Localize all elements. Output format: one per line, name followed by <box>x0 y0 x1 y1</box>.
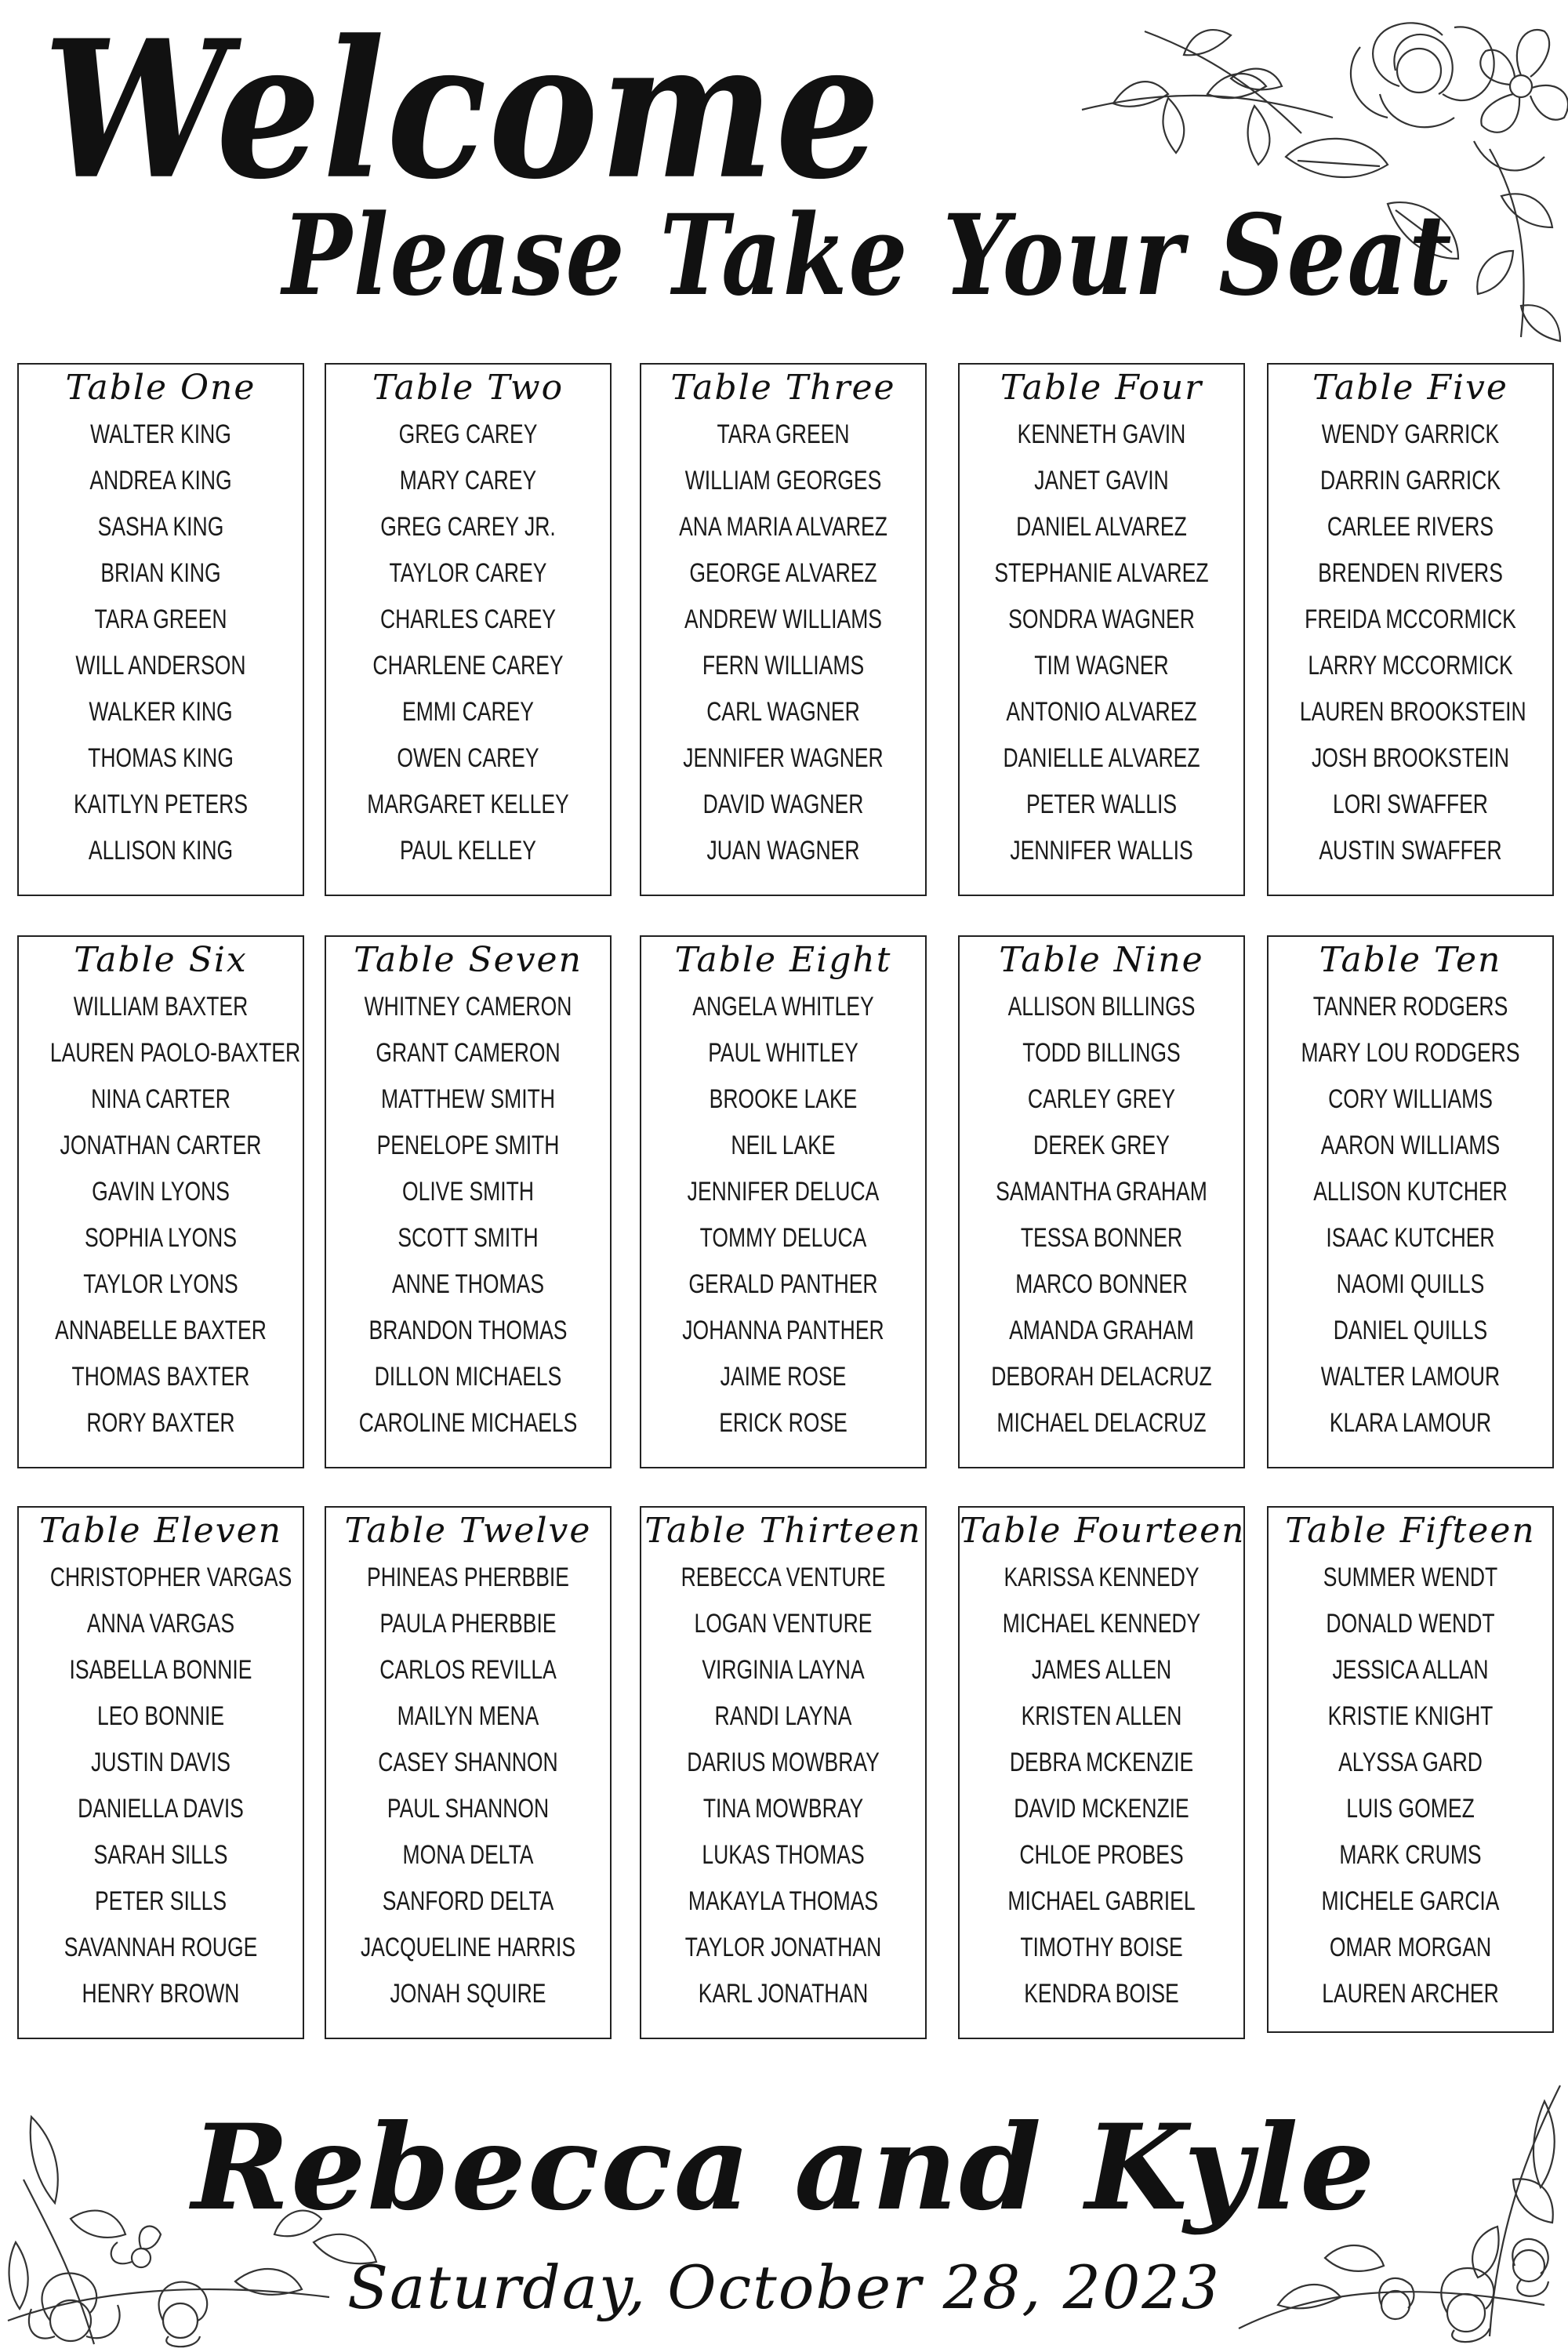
table-card-four <box>958 363 1245 896</box>
guest-name: GERALD PANTHER <box>688 1269 878 1299</box>
table-name: Table Four <box>1000 368 1203 408</box>
guest-name: NINA CARTER <box>91 1084 230 1114</box>
guest-list <box>326 984 610 1446</box>
guest-list <box>19 412 303 874</box>
guest-list <box>641 984 925 1446</box>
guest-name: STEPHANIE ALVAREZ <box>994 558 1209 588</box>
guest-name: MARY LOU RODGERS <box>1301 1038 1520 1068</box>
guest-list <box>1269 1555 1552 2017</box>
table-name: Table Seven <box>354 940 583 980</box>
guest-name: NAOMI QUILLS <box>1336 1269 1485 1299</box>
guest-name: GRANT CAMERON <box>376 1038 561 1068</box>
guest-name: SOPHIA LYONS <box>84 1223 238 1253</box>
guest-name: DAVID MCKENZIE <box>1014 1794 1189 1824</box>
guest-name: KRISTEN ALLEN <box>1021 1701 1182 1731</box>
guest-name: NEIL LAKE <box>731 1131 836 1160</box>
table-name: Table Fourteen <box>960 1511 1246 1551</box>
guest-name: ANNA VARGAS <box>86 1609 235 1639</box>
guest-name: ANGELA WHITLEY <box>692 992 874 1022</box>
guest-name: CAROLINE MICHAELS <box>358 1408 578 1438</box>
guest-name: PETER WALLIS <box>1025 789 1178 819</box>
table-name: Table Twelve <box>344 1511 592 1551</box>
table-name: Table Eleven <box>39 1511 282 1551</box>
table-card-thirteen <box>640 1506 927 2039</box>
table-card-twelve <box>325 1506 612 2039</box>
event-date: Saturday, October 28, 2023 <box>347 2252 1221 2322</box>
guest-name: THOMAS KING <box>88 743 234 773</box>
guest-name: MARGARET KELLEY <box>367 789 569 819</box>
guest-name: KLARA LAMOUR <box>1329 1408 1492 1438</box>
guest-name: JUSTIN DAVIS <box>91 1748 230 1777</box>
guest-name: DILLON MICHAELS <box>374 1362 562 1392</box>
guest-name: TAYLOR JONATHAN <box>684 1933 882 1962</box>
guest-name: ANTONIO ALVAREZ <box>1006 697 1197 727</box>
guest-name: FREIDA MCCORMICK <box>1305 604 1516 634</box>
guest-name: JANET GAVIN <box>1034 466 1169 495</box>
guest-name: JONAH SQUIRE <box>390 1979 546 2009</box>
guest-name: OMAR MORGAN <box>1329 1933 1492 1962</box>
guest-name: REBECCA VENTURE <box>681 1563 886 1592</box>
guest-name: DANIELLA DAVIS <box>78 1794 244 1824</box>
guest-name: GREG CAREY JR. <box>380 512 556 542</box>
guest-name: DEBRA MCKENZIE <box>1009 1748 1194 1777</box>
guest-name: MATTHEW SMITH <box>381 1084 555 1114</box>
guest-name: ALLISON BILLINGS <box>1007 992 1196 1022</box>
guest-name: TIM WAGNER <box>1034 651 1169 681</box>
guest-name: MICHAEL DELACRUZ <box>996 1408 1207 1438</box>
guest-name: ANNABELLE BAXTER <box>55 1316 267 1345</box>
guest-name: DAVID WAGNER <box>702 789 864 819</box>
guest-name: LARRY MCCORMICK <box>1308 651 1513 681</box>
guest-name: LUIS GOMEZ <box>1346 1794 1475 1824</box>
guest-name: MAILYN MENA <box>397 1701 539 1731</box>
guest-name: AMANDA GRAHAM <box>1009 1316 1194 1345</box>
guest-name: KENDRA BOISE <box>1024 1979 1179 2009</box>
guest-name: MAKAYLA THOMAS <box>688 1886 879 1916</box>
table-card-fourteen <box>958 1506 1245 2039</box>
guest-name: ISABELLA BONNIE <box>69 1655 252 1685</box>
guest-name: TINA MOWBRAY <box>702 1794 864 1824</box>
table-name: Table Eight <box>674 940 892 980</box>
guest-name: JAMES ALLEN <box>1031 1655 1172 1685</box>
guest-name: ANDREW WILLIAMS <box>684 604 882 634</box>
guest-name: ANA MARIA ALVAREZ <box>679 512 887 542</box>
guest-name: GAVIN LYONS <box>92 1177 230 1207</box>
guest-name: JOHANNA PANTHER <box>682 1316 884 1345</box>
guest-name: CHARLENE CAREY <box>372 651 564 681</box>
table-name: Table Two <box>372 368 564 408</box>
guest-name: SUMMER WENDT <box>1323 1563 1498 1592</box>
guest-list <box>1269 412 1552 874</box>
table-name: Table Five <box>1312 368 1508 408</box>
guest-name: TIMOTHY BOISE <box>1020 1933 1183 1962</box>
guest-name: GREG CAREY <box>398 419 538 449</box>
table-card-nine <box>958 935 1245 1468</box>
guest-name: KARISSA KENNEDY <box>1004 1563 1200 1592</box>
guest-name: WALKER KING <box>89 697 233 727</box>
table-card-ten <box>1267 935 1554 1468</box>
guest-name: MARY CAREY <box>399 466 537 495</box>
table-card-two <box>325 363 612 896</box>
table-card-eight <box>640 935 927 1468</box>
guest-name: SARAH SILLS <box>93 1840 228 1870</box>
table-name: Table Thirteen <box>644 1511 922 1551</box>
guest-name: VIRGINIA LAYNA <box>702 1655 865 1685</box>
guest-name: TAYLOR LYONS <box>83 1269 238 1299</box>
guest-name: JENNIFER WALLIS <box>1010 836 1193 866</box>
guest-name: DANIEL QUILLS <box>1333 1316 1488 1345</box>
guest-name: CHRISTOPHER VARGAS <box>49 1563 292 1592</box>
guest-name: LEO BONNIE <box>96 1701 225 1731</box>
guest-list <box>326 412 610 874</box>
guest-name: SAMANTHA GRAHAM <box>996 1177 1207 1207</box>
guest-name: CARL WAGNER <box>706 697 860 727</box>
guest-name: DEBORAH DELACRUZ <box>991 1362 1212 1392</box>
guest-name: WILL ANDERSON <box>75 651 246 681</box>
guest-name: TANNER RODGERS <box>1312 992 1508 1022</box>
guest-name: PAULA PHERBBIE <box>379 1609 557 1639</box>
guest-name: TODD BILLINGS <box>1022 1038 1181 1068</box>
table-card-seven <box>325 935 612 1468</box>
guest-name: WALTER LAMOUR <box>1320 1362 1501 1392</box>
guest-name: AUSTIN SWAFFER <box>1319 836 1502 866</box>
guest-name: TOMMY DELUCA <box>699 1223 867 1253</box>
guest-name: CARLOS REVILLA <box>379 1655 557 1685</box>
guest-name: KENNETH GAVIN <box>1017 419 1186 449</box>
guest-name: OWEN CAREY <box>397 743 539 773</box>
table-card-fifteen <box>1267 1506 1554 2033</box>
guest-name: MONA DELTA <box>402 1840 534 1870</box>
guest-name: KARL JONATHAN <box>698 1979 869 2009</box>
table-card-five <box>1267 363 1554 896</box>
guest-name: LORI SWAFFER <box>1333 789 1488 819</box>
guest-list <box>641 1555 925 2017</box>
guest-name: JOSH BROOKSTEIN <box>1312 743 1509 773</box>
guest-name: PENELOPE SMITH <box>376 1131 560 1160</box>
guest-name: KRISTIE KNIGHT <box>1327 1701 1494 1731</box>
guest-list <box>19 984 303 1446</box>
guest-name: MICHAEL GABRIEL <box>1007 1886 1196 1916</box>
guest-name: TARA GREEN <box>717 419 850 449</box>
table-name: Table Three <box>670 368 896 408</box>
guest-name: CORY WILLIAMS <box>1328 1084 1493 1114</box>
guest-name: JAIME ROSE <box>720 1362 847 1392</box>
guest-name: EMMI CAREY <box>402 697 534 727</box>
guest-name: JENNIFER DELUCA <box>687 1177 880 1207</box>
guest-name: MICHELE GARCIA <box>1321 1886 1500 1916</box>
table-card-three <box>640 363 927 896</box>
table-card-eleven <box>17 1506 304 2039</box>
guest-name: CARLEE RIVERS <box>1327 512 1494 542</box>
guest-name: DEREK GREY <box>1033 1131 1170 1160</box>
couple-names: Rebecca and Kyle <box>191 2099 1377 2237</box>
guest-name: PETER SILLS <box>94 1886 227 1916</box>
guest-name: WILLIAM GEORGES <box>684 466 882 495</box>
guest-name: CASEY SHANNON <box>378 1748 558 1777</box>
guest-name: SAVANNAH ROUGE <box>64 1933 258 1962</box>
table-name: Table Fifteen <box>1285 1511 1536 1551</box>
guest-name: DONALD WENDT <box>1326 1609 1495 1639</box>
guest-name: WALTER KING <box>90 419 231 449</box>
guest-name: BRENDEN RIVERS <box>1318 558 1503 588</box>
guest-name: MARK CRUMS <box>1339 1840 1482 1870</box>
guest-name: BRIAN KING <box>100 558 221 588</box>
guest-name: LOGAN VENTURE <box>694 1609 873 1639</box>
table-card-six <box>17 935 304 1468</box>
guest-name: JONATHAN CARTER <box>60 1131 262 1160</box>
guest-name: RORY BAXTER <box>86 1408 235 1438</box>
guest-name: LUKAS THOMAS <box>702 1840 865 1870</box>
guest-name: THOMAS BAXTER <box>71 1362 250 1392</box>
guest-name: CHLOE PROBES <box>1019 1840 1184 1870</box>
guest-name: ALLISON KING <box>88 836 234 866</box>
guest-name: LAUREN ARCHER <box>1322 1979 1499 2009</box>
guest-name: PHINEAS PHERBBIE <box>367 1563 569 1592</box>
table-name: Table Nine <box>999 940 1204 980</box>
guest-name: MARCO BONNER <box>1015 1269 1188 1299</box>
guest-name: LAUREN BROOKSTEIN <box>1299 697 1526 727</box>
guest-list <box>1269 984 1552 1446</box>
welcome-heading: Welcome <box>43 0 882 222</box>
guest-name: JENNIFER WAGNER <box>683 743 884 773</box>
guest-name: ANNE THOMAS <box>391 1269 545 1299</box>
table-name: Table Six <box>74 940 248 980</box>
guest-name: OLIVE SMITH <box>402 1177 534 1207</box>
guest-name: WILLIAM BAXTER <box>73 992 249 1022</box>
guest-name: MICHAEL KENNEDY <box>1002 1609 1201 1639</box>
guest-name: SONDRA WAGNER <box>1008 604 1195 634</box>
seating-subtitle: Please Take Your Seat <box>282 189 1454 321</box>
guest-name: BRANDON THOMAS <box>368 1316 568 1345</box>
guest-list <box>641 412 925 874</box>
guest-name: SASHA KING <box>97 512 224 542</box>
guest-name: DANIEL ALVAREZ <box>1016 512 1187 542</box>
guest-name: JESSICA ALLAN <box>1332 1655 1489 1685</box>
guest-list <box>960 984 1243 1446</box>
guest-name: JACQUELINE HARRIS <box>360 1933 576 1962</box>
guest-name: WHITNEY CAMERON <box>364 992 572 1022</box>
guest-name: PAUL WHITLEY <box>708 1038 858 1068</box>
guest-name: ERICK ROSE <box>719 1408 848 1438</box>
guest-name: TAYLOR CAREY <box>389 558 547 588</box>
guest-name: ISAAC KUTCHER <box>1326 1223 1495 1253</box>
guest-name: ALYSSA GARD <box>1338 1748 1483 1777</box>
table-card-one <box>17 363 304 896</box>
guest-name: AARON WILLIAMS <box>1320 1131 1501 1160</box>
guest-name: SANFORD DELTA <box>382 1886 554 1916</box>
guest-name: ANDREA KING <box>89 466 232 495</box>
guest-list <box>960 412 1243 874</box>
guest-list <box>326 1555 610 2017</box>
guest-list <box>960 1555 1243 2017</box>
guest-name: TESSA BONNER <box>1020 1223 1183 1253</box>
guest-name: BROOKE LAKE <box>709 1084 858 1114</box>
guest-name: CHARLES CAREY <box>379 604 557 634</box>
guest-name: TARA GREEN <box>94 604 227 634</box>
guest-name: SCOTT SMITH <box>397 1223 539 1253</box>
table-name: Table One <box>65 368 256 408</box>
guest-name: CARLEY GREY <box>1027 1084 1176 1114</box>
guest-name: GEORGE ALVAREZ <box>689 558 877 588</box>
guest-name: ALLISON KUTCHER <box>1313 1177 1508 1207</box>
guest-name: WENDY GARRICK <box>1321 419 1500 449</box>
guest-name: RANDI LAYNA <box>714 1701 852 1731</box>
guest-name: PAUL SHANNON <box>387 1794 550 1824</box>
guest-name: DANIELLE ALVAREZ <box>1003 743 1200 773</box>
guest-name: JUAN WAGNER <box>706 836 860 866</box>
guest-name: FERN WILLIAMS <box>702 651 865 681</box>
guest-list <box>19 1555 303 2017</box>
guest-name: LAUREN PAOLO-BAXTER <box>49 1038 301 1068</box>
table-name: Table Ten <box>1319 940 1502 980</box>
guest-name: KAITLYN PETERS <box>73 789 249 819</box>
guest-name: DARIUS MOWBRAY <box>687 1748 880 1777</box>
guest-name: DARRIN GARRICK <box>1320 466 1501 495</box>
guest-name: HENRY BROWN <box>82 1979 240 2009</box>
guest-name: PAUL KELLEY <box>400 836 536 866</box>
